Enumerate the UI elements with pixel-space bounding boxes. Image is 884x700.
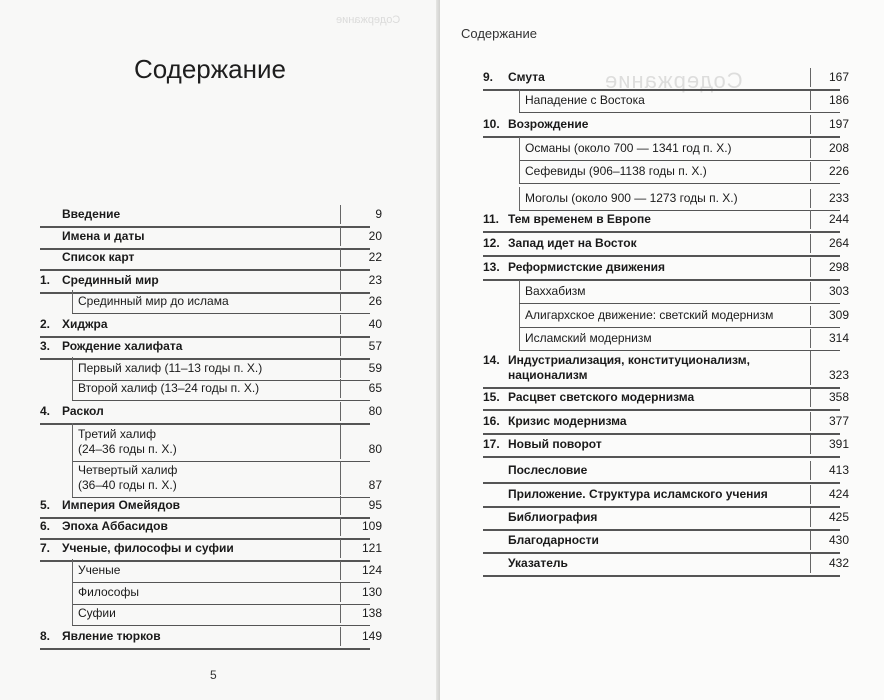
toc-entry-label: Введение — [62, 207, 121, 221]
toc-page-separator — [810, 329, 811, 348]
toc-entry — [483, 353, 849, 383]
toc-entry-page: 358 — [828, 390, 849, 404]
toc-page-separator — [810, 210, 811, 229]
toc-page-separator — [810, 508, 811, 527]
toc-entry-label: Расцвет светского модернизма — [508, 390, 695, 404]
toc-entry-number: 2. — [40, 317, 51, 331]
toc-subentry-bracket — [519, 89, 520, 112]
toc-entry-number: 3. — [40, 339, 51, 353]
toc-subentry-bracket — [519, 137, 520, 160]
toc-entry-page: 314 — [828, 331, 849, 345]
toc-page-separator — [340, 379, 341, 398]
toc-entry-page: 22 — [368, 250, 382, 264]
toc-page-separator — [810, 388, 811, 407]
toc-entry-page: 430 — [828, 533, 849, 547]
toc-entry-label: Империя Омейядов — [62, 498, 181, 512]
toc-entry — [40, 339, 382, 354]
toc-entry-page: 57 — [368, 339, 382, 353]
toc-entry-label: Ваххабизм — [525, 284, 586, 298]
toc-rule — [483, 89, 840, 91]
toc-entry — [483, 70, 849, 85]
toc-page-separator — [810, 189, 811, 208]
toc-entry-page: 391 — [828, 437, 849, 451]
toc-rule — [40, 560, 370, 562]
toc-subentry-bracket — [72, 602, 73, 625]
toc-page-separator — [810, 68, 811, 87]
toc-entry-label: Возрождение — [508, 117, 589, 131]
toc-entry-page: 65 — [368, 381, 382, 395]
toc-rule — [72, 625, 370, 626]
toc-entry-label: Приложение. Структура исламского учения — [508, 487, 768, 501]
toc-entry-page: 233 — [828, 191, 849, 205]
toc-rule — [519, 160, 840, 161]
toc-entry-page: 40 — [368, 317, 382, 331]
toc-entry-label: Суфии — [78, 606, 116, 620]
toc-page-separator — [340, 402, 341, 421]
toc-rule — [519, 350, 840, 351]
toc-rule — [483, 387, 840, 389]
toc-page-separator — [810, 115, 811, 134]
toc-page-separator — [340, 425, 341, 459]
toc-entry-number: 8. — [40, 629, 51, 643]
toc-entry — [40, 207, 382, 222]
toc-entry-page: 298 — [828, 260, 849, 274]
toc-subentry-bracket — [72, 559, 73, 582]
toc-rule — [40, 648, 370, 650]
toc-rule — [72, 461, 370, 462]
toc-entry-label: Смута — [508, 70, 545, 84]
toc-page-separator — [810, 282, 811, 301]
toc-page-separator — [340, 517, 341, 536]
toc-entry-page: 309 — [828, 308, 849, 322]
left-page — [0, 0, 440, 700]
toc-entry-label: Раскол — [62, 404, 104, 418]
toc-entry-label: Исламский модернизм — [525, 331, 652, 345]
toc-page-separator — [810, 91, 811, 110]
toc-page-separator — [810, 306, 811, 325]
toc-entry-number: 11. — [483, 212, 500, 226]
toc-rule — [483, 575, 840, 577]
toc-rule — [483, 279, 840, 281]
toc-page-separator — [810, 258, 811, 277]
toc-entry-page: 59 — [368, 361, 382, 375]
toc-subentry-bracket — [519, 187, 520, 210]
toc-subentry-bracket — [72, 459, 73, 497]
toc-entry-label: Третий халиф — [78, 427, 156, 441]
toc-entry-page: 424 — [828, 487, 849, 501]
toc-entry-label: Список карт — [62, 250, 135, 264]
toc-rule — [40, 269, 370, 271]
toc-entry-page: 121 — [361, 541, 382, 555]
toc-page-separator — [810, 351, 811, 385]
toc-entry-label: Послесловие — [508, 463, 588, 477]
running-header: Содержание — [461, 26, 537, 41]
toc-entry-label: Кризис модернизма — [508, 414, 627, 428]
toc-entry — [483, 414, 849, 429]
toc-entry-page: 244 — [828, 212, 849, 226]
toc-entry-label: Сефевиды (906–1138 годы п. Х.) — [525, 164, 707, 178]
right-page — [440, 0, 884, 700]
toc-rule — [40, 336, 370, 338]
toc-entry-label: Османы (около 700 — 1341 год п. Х.) — [525, 141, 732, 155]
toc-rule — [483, 255, 840, 257]
toc-subentry-bracket — [72, 290, 73, 313]
toc-entry-label: Реформистские движения — [508, 260, 665, 274]
toc-rule — [483, 433, 840, 435]
toc-subentry-bracket — [519, 280, 520, 303]
toc-page-separator — [810, 162, 811, 181]
toc-entry-label: Нападение с Востока — [525, 93, 645, 107]
toc-entry-page: 186 — [828, 93, 849, 107]
toc-entry — [40, 606, 382, 621]
toc-subentry-bracket — [72, 581, 73, 604]
toc-entry — [40, 585, 382, 600]
toc-page-separator — [810, 234, 811, 253]
toc-page-separator — [810, 531, 811, 550]
toc-rule — [519, 210, 840, 211]
toc-page-separator — [340, 248, 341, 267]
toc-entry-number: 12. — [483, 236, 500, 250]
toc-entry-page: 425 — [828, 510, 849, 524]
toc-rule — [483, 529, 840, 531]
toc-entry-label: Второй халиф (13–24 годы п. Х.) — [78, 381, 260, 395]
toc-entry — [483, 212, 849, 227]
toc-page-separator — [810, 461, 811, 480]
toc-page-separator — [340, 227, 341, 246]
toc-entry-page: 80 — [368, 442, 382, 456]
toc-subentry-bracket — [72, 423, 73, 461]
toc-subentry-bracket — [519, 327, 520, 350]
toc-page-separator — [810, 139, 811, 158]
toc-rule — [483, 552, 840, 554]
toc-entry-label: Запад идет на Восток — [508, 236, 637, 250]
toc-entry-number: 10. — [483, 117, 500, 131]
toc-entry — [483, 164, 849, 179]
toc-page-separator — [340, 461, 341, 495]
toc-entry-page: 95 — [368, 498, 382, 512]
toc-rule — [72, 400, 370, 401]
toc-entry-label: Четвертый халиф — [78, 463, 178, 477]
toc-page-separator — [810, 435, 811, 454]
toc-entry-number: 13. — [483, 260, 500, 274]
toc-entry-page: 87 — [368, 478, 382, 492]
toc-entry — [483, 284, 849, 299]
toc-rule — [72, 313, 370, 314]
toc-entry — [483, 236, 849, 251]
toc-page-separator — [340, 561, 341, 580]
toc-page-separator — [340, 205, 341, 224]
toc-rule — [483, 456, 840, 458]
toc-entry — [483, 533, 849, 548]
toc-entry-label: Срединный мир до ислама — [78, 294, 229, 308]
toc-page-separator — [340, 604, 341, 623]
toc-entry — [40, 250, 382, 265]
toc-page-separator — [340, 539, 341, 558]
toc-rule — [519, 112, 840, 113]
toc-rule — [72, 604, 370, 605]
toc-entry — [40, 629, 382, 644]
toc-entry-number: 6. — [40, 519, 51, 533]
toc-rule — [483, 506, 840, 508]
toc-rule — [40, 538, 370, 540]
toc-title: Содержание — [134, 54, 286, 84]
toc-entry-page: 264 — [828, 236, 849, 250]
toc-entry-page: 197 — [828, 117, 849, 131]
toc-entry-label: Срединный мир — [62, 273, 159, 287]
toc-entry — [40, 463, 382, 493]
toc-rule — [40, 423, 370, 425]
toc-entry — [40, 563, 382, 578]
toc-entry-page: 80 — [368, 404, 382, 418]
toc-entry-page: 124 — [361, 563, 382, 577]
toc-entry — [40, 381, 382, 396]
toc-entry-label: Рождение халифата — [62, 339, 183, 353]
toc-entry-page: 138 — [361, 606, 382, 620]
toc-rule — [483, 482, 840, 484]
toc-entry-page: 167 — [828, 70, 849, 84]
toc-rule — [40, 358, 370, 360]
toc-entry-label: Индустриализация, конституционализм, — [508, 353, 750, 367]
toc-entry-label: Указатель — [508, 556, 568, 570]
toc-entry-label: Первый халиф (11–13 годы п. Х.) — [78, 361, 263, 375]
toc-entry-label-continued: национализм — [508, 368, 588, 382]
toc-entry-label: Имена и даты — [62, 229, 145, 243]
toc-entry — [483, 260, 849, 275]
toc-subentry-bracket — [519, 160, 520, 183]
toc-rule — [40, 226, 370, 228]
toc-entry — [40, 498, 382, 513]
toc-entry — [40, 361, 382, 376]
toc-entry-page: 226 — [828, 164, 849, 178]
toc-rule — [519, 303, 840, 304]
toc-entry — [40, 294, 382, 309]
toc-entry — [483, 191, 849, 206]
toc-entry-label: Эпоха Аббасидов — [62, 519, 168, 533]
toc-subentry-bracket — [519, 304, 520, 327]
toc-page-separator — [340, 496, 341, 515]
toc-page-separator — [340, 315, 341, 334]
page-number: 5 — [210, 668, 217, 682]
toc-page-separator — [340, 271, 341, 290]
toc-entry-label: Явление тюрков — [62, 629, 161, 643]
toc-entry — [483, 390, 849, 405]
toc-entry-label: Хиджра — [62, 317, 108, 331]
toc-entry-label-continued: (24–36 годы п. Х.) — [78, 442, 177, 456]
toc-entry-page: 303 — [828, 284, 849, 298]
toc-entry-number: 17. — [483, 437, 500, 451]
toc-page-separator — [340, 337, 341, 356]
toc-entry-label-continued: (36–40 годы п. Х.) — [78, 478, 177, 492]
toc-subentry-bracket — [72, 377, 73, 400]
toc-entry-label: Новый поворот — [508, 437, 602, 451]
toc-entry — [483, 437, 849, 452]
toc-entry-label: Философы — [78, 585, 139, 599]
toc-entry — [483, 117, 849, 132]
toc-entry — [483, 510, 849, 525]
toc-entry — [40, 273, 382, 288]
toc-entry-number: 9. — [483, 70, 494, 84]
toc-page-separator — [810, 485, 811, 504]
toc-entry — [40, 427, 382, 457]
toc-entry-label: Библиография — [508, 510, 598, 524]
toc-entry-page: 377 — [828, 414, 849, 428]
toc-entry — [483, 93, 849, 108]
toc-page-separator — [340, 359, 341, 378]
toc-entry — [40, 229, 382, 244]
toc-entry — [483, 141, 849, 156]
toc-entry-label: Моголы (около 900 — 1273 годы п. Х.) — [525, 191, 738, 205]
toc-page-separator — [810, 412, 811, 431]
toc-entry — [40, 404, 382, 419]
toc-entry-page: 432 — [828, 556, 849, 570]
toc-entry-label: Благодарности — [508, 533, 599, 547]
toc-entry — [483, 331, 849, 346]
toc-entry-number: 15. — [483, 390, 500, 404]
toc-entry-page: 26 — [368, 294, 382, 308]
bleed-through-header: Содержание — [336, 14, 401, 26]
toc-entry-label: Тем временем в Европе — [508, 212, 651, 226]
toc-rule — [483, 409, 840, 411]
bleed-through-title: Содержание — [604, 68, 743, 93]
toc-entry-page: 20 — [368, 229, 382, 243]
toc-page-separator — [810, 554, 811, 573]
toc-rule — [519, 327, 840, 328]
toc-entry — [483, 556, 849, 571]
toc-entry-page: 9 — [375, 207, 382, 221]
toc-entry-number: 4. — [40, 404, 51, 418]
toc-entry-number: 1. — [40, 273, 51, 287]
toc-entry-label: Ученые — [78, 563, 121, 577]
toc-entry-page: 109 — [361, 519, 382, 533]
toc-entry-page: 149 — [361, 629, 382, 643]
toc-entry — [483, 487, 849, 502]
toc-entry-page: 130 — [361, 585, 382, 599]
toc-entry-number: 16. — [483, 414, 500, 428]
toc-entry — [483, 308, 849, 323]
toc-rule — [72, 582, 370, 583]
toc-page-separator — [340, 292, 341, 311]
toc-page-separator — [340, 627, 341, 646]
toc-entry — [40, 317, 382, 332]
toc-page-separator — [340, 583, 341, 602]
toc-entry-page: 413 — [828, 463, 849, 477]
toc-entry-number: 7. — [40, 541, 51, 555]
toc-entry-page: 23 — [368, 273, 382, 287]
toc-entry-page: 208 — [828, 141, 849, 155]
toc-entry-label: Алигархское движение: светский модернизм — [525, 308, 774, 322]
toc-entry-number: 5. — [40, 498, 51, 512]
toc-rule — [483, 136, 840, 138]
toc-entry — [40, 541, 382, 556]
toc-rule — [519, 183, 840, 184]
toc-entry — [483, 463, 849, 478]
toc-entry-label: Ученые, философы и суфии — [62, 541, 234, 555]
toc-entry — [40, 519, 382, 534]
toc-entry-page: 323 — [828, 368, 849, 382]
toc-entry-number: 14. — [483, 353, 500, 367]
toc-rule — [483, 231, 840, 233]
